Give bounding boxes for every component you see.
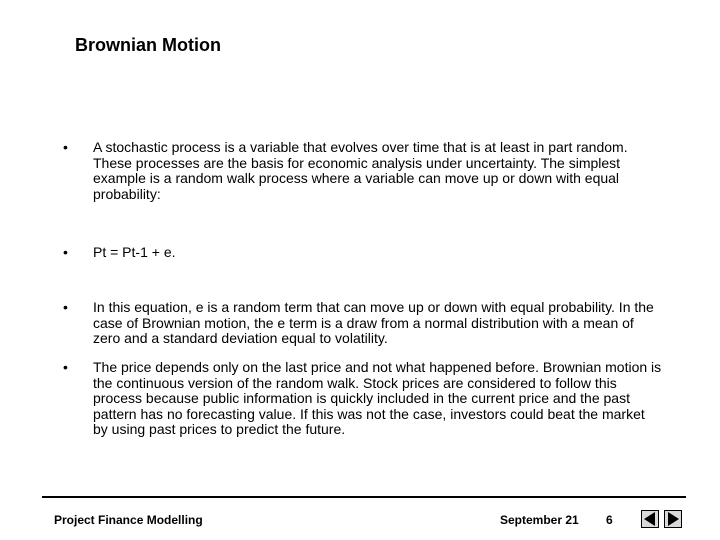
footer-date: September 21 xyxy=(500,513,579,527)
bullet-text: The price depends only on the last price and not what happened before. Brownian motion is the continuous version of the random walk. Stock prices are considered to follow this process because public information is quickly included in the current price and the past pattern has no forecasting value. If this was not the case, investors could beat the market by using past prices to predict the future. xyxy=(93,359,662,437)
bullet-marker: • xyxy=(63,244,68,260)
page-number: 6 xyxy=(606,513,613,527)
footer-course-title: Project Finance Modelling xyxy=(54,513,203,527)
page-title: Brownian Motion xyxy=(75,35,221,55)
next-slide-button[interactable] xyxy=(664,510,682,528)
bullet-marker: • xyxy=(63,299,68,315)
prev-slide-icon xyxy=(641,510,659,528)
prev-slide-button[interactable] xyxy=(641,510,659,528)
next-slide-icon xyxy=(664,510,682,528)
bullet-text: In this equation, e is a random term that can move up or down with equal probability. In the case of Brownian motion, the e term is a draw from a normal distribution with a mean of zero and a standard deviation equal to volatility. xyxy=(93,299,654,346)
footer-divider xyxy=(42,496,686,498)
bullet-marker: • xyxy=(63,359,68,375)
bullet-text: Pt = Pt-1 + e. xyxy=(93,244,176,260)
bullet-text: A stochastic process is a variable that evolves over time that is at least in part random. These processes are the basis for economic analysis under uncertainty. The simplest example is a random walk process where a variable can move up or down with equal probability: xyxy=(93,139,628,202)
bullet-marker: • xyxy=(63,139,68,155)
